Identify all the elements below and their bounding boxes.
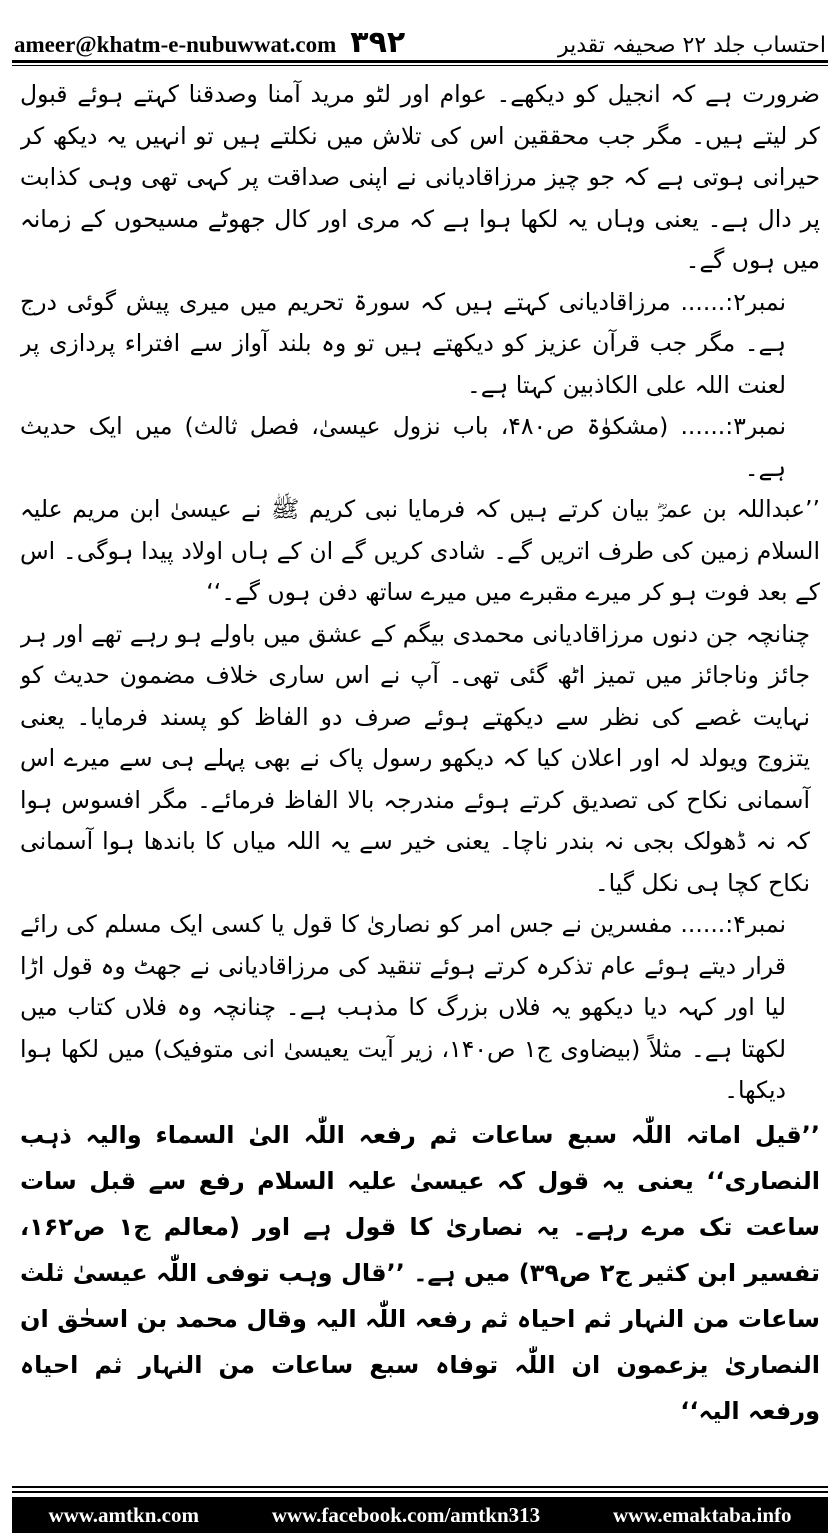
footer-link-facebook[interactable]: www.facebook.com/amtkn313 [271, 1502, 541, 1527]
header-rule-thin [12, 65, 828, 66]
email-address: ameer@khatm-e-nubuwwat.com [14, 32, 337, 57]
paragraph-7-arabic-quote: ’’قیل اماتہ اللّٰہ سبع ساعات ثم رفعہ اللّٰہ الیٰ السماء والیہ ذہب النصاری‘‘ یعنی یہ قول کہ عیسیٰ علیہ السلام رفع سے قبل سات ساعت تک مرے رہے۔ یہ نصاریٰ کا قول ہے اور (معالم ج۱ ص۱۶۲، تفسیر ابن کثیر ج۲ ص۳۹) میں ہے۔ ’’قال وہب توفی اللّٰہ عیسیٰ ثلث ساعات من النہار ثم احیاہ ثم رفعہ اللّٰہ الیہ وقال محمد بن اسحٰق ان النصاریٰ یزعمون ان اللّٰہ توفاہ سبع ساعات من النہار ثم احیاہ ورفعہ الیہ‘‘ [20, 1120, 820, 1425]
footer-link-emaktaba[interactable]: www.emaktaba.info [613, 1502, 792, 1527]
footer-rule-1 [12, 1486, 828, 1488]
paragraph-1: ضرورت ہے کہ انجیل کو دیکھے۔ عوام اور لٹو مرید آمنا وصدقنا کہتے ہوئے قبول کر لیتے ہیں۔ مگر جب محققین اس کی تلاش میں نکلتے ہیں تو انہیں یہ دیکھ کر حیرانی ہوتی ہے کہ جو چیز مرزاقادیانی نے اپنی صداقت پر کہی تھی وہی کذابت پر دال ہے۔ یعنی وہاں یہ لکھا ہوا ہے کہ مری اور کال جھوٹے مسیحوں کے زمانہ میں ہوں گے۔ [20, 80, 820, 274]
paragraph-6: نمبر۴:...... مفسرین نے جس امر کو نصاریٰ کا قول یا کسی ایک مسلم کی رائے قرار دیتے ہوئے عام تذکرہ کرتے ہوئے تنقید کی مرزاقادیانی نے جھٹ وہ قول اڑا لیا اور کہہ دیا دیکھو یہ فلاں بزرگ کا مذہب ہے۔ چنانچہ وہ فلاں کتاب میں لکھتا ہے۔ مثلاً (بیضاوی ج۱ ص۱۴۰، زیر آیت یعیسیٰ انی متوفیک) میں لکھا ہوا دیکھا۔ [20, 910, 786, 1104]
paragraph-2: نمبر۲:...... مرزاقادیانی کہتے ہیں کہ سورۃ تحریم میں میری پیش گوئی درج ہے۔ مگر جب قرآن عزیز کو دیکھتے ہیں تو وہ بلند آواز سے افتراء پردازی پر لعنت اللہ علی الکاذبین کہتا ہے۔ [20, 287, 786, 399]
page-number: ۳۹۲ [350, 25, 406, 60]
paragraph-4-hadith-quote: ’’عبداللہ بن عمرؓ بیان کرتے ہیں کہ فرمایا نبی کریم ﷺ نے عیسیٰ ابن مریم علیہ السلام زمین کی طرف اتریں گے۔ شادی کریں گے ان کے ہاں اولاد پیدا ہوگی۔ اس کے بعد فوت ہو کر میرے مقبرے میں میرے ساتھ دفن ہوں گے۔‘‘ [20, 495, 820, 606]
footer-link-amtkn[interactable]: www.amtkn.com [48, 1502, 199, 1527]
footer-bar [12, 1497, 828, 1533]
footer-rule-2 [12, 1491, 828, 1493]
page-body [20, 74, 820, 1454]
header-left [14, 25, 406, 60]
book-title: احتساب جلد ۲۲ صحیفہ تقدیر [557, 33, 826, 58]
header-rule-thick [12, 60, 828, 63]
page-header [14, 10, 826, 58]
paragraph-5: چنانچہ جن دنوں مرزاقادیانی محمدی بیگم کے عشق میں باولے ہو رہے تھے اور ہر جائز وناجائز میں تمیز اٹھ گئی تھی۔ آپ نے اس ساری خلاف مضمون حدیث کو نہایت غصے کی نظر سے دیکھتے ہوئے صرف دو الفاظ کو پسند فرمایا۔ یعنی یتزوج ویولد لہ اور اعلان کیا کہ دیکھو رسول پاک نے بھی پہلے ہی سے میرے اس آسمانی نکاح کی تصدیق کرتے ہوئے مندرجہ بالا الفاظ فرمائے۔ مگر افسوس ہوا کہ نہ ڈھولک بجی نہ بندر ناچا۔ یعنی خیر سے یہ اللہ میاں کا باندھا ہوا آسمانی نکاح کچا ہی نکل گیا۔ [20, 619, 810, 897]
paragraph-3: نمبر۳:...... (مشکوٰۃ ص۴۸۰، باب نزول عیسیٰ، فصل ثالث) میں ایک حدیث ہے۔ [20, 412, 786, 482]
